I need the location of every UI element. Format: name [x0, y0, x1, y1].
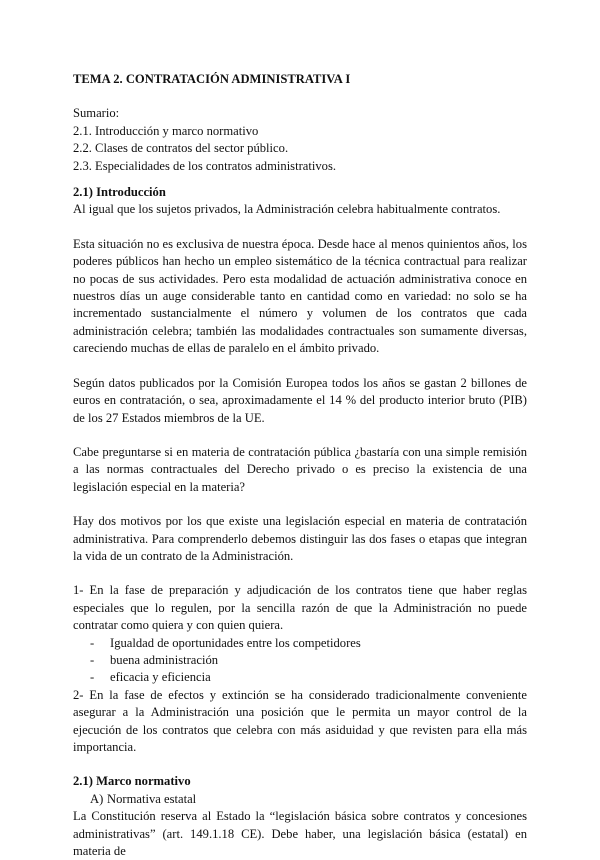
bullet-dash: -: [90, 635, 95, 650]
bullet-text: Igualdad de oportunidades entre los competidores: [110, 635, 361, 650]
paragraph: Esta situación no es exclusiva de nuestra época. Desde hace al menos quinientos años, los poderes públicos han hecho un empleo sistemático de la técnica contractual para realizar no pocas de sus actividades. Pero esta modalidad de actuación administrativa conoce en nuestros días un auge considerable tanto en cantidad como en variedad: no solo se ha incrementado sustancialmente el número y volumen de los contratos que cada administración celebra; también las modalidades contractuales son sumamente diversas, careciendo muchas de ellas de paralelo en el ámbito privado.: [73, 236, 527, 356]
summary-item: 2.3. Especialidades de los contratos administrativos.: [73, 158, 337, 173]
bullet-text: eficacia y eficiencia: [110, 670, 211, 685]
list-item: [73, 669, 527, 686]
paragraph: Al igual que los sujetos privados, la Administración celebra habitualmente contratos.: [73, 202, 501, 217]
bullet-text: buena administración: [110, 652, 219, 667]
subsection-letter: A): [90, 791, 104, 806]
list-item: [73, 635, 527, 652]
section-heading-marco-normativo: 2.1) Marco normativo: [73, 774, 191, 789]
subsection-title: Normativa estatal: [107, 791, 197, 806]
numbered-point-one: 1- En la fase de preparación y adjudicación de los contratos tiene que haber reglas especiales que lo regulen, por la sencilla razón de que la Administración no puede contratar como quiera y con quien quiera.: [73, 583, 527, 633]
list-item: [73, 652, 527, 669]
summary-label: Sumario:: [73, 106, 120, 121]
numbered-point-two: 2- En la fase de efectos y extinción se ha considerado tradicionalmente conveniente asegurar a la Administración una posición que le permita un mayor control de la ejecución de los contratos que celebra con más asiduidad y que revisten para ella más importancia.: [73, 687, 527, 754]
bullet-dash: -: [90, 670, 95, 685]
paragraph: La Constitución reserva al Estado la “legislación básica sobre contratos y concesiones administrativas” (art. 149.1.18 CE). Debe haber, una legislación básica (estatal) en materia de: [73, 809, 527, 859]
subsection-heading: [73, 791, 527, 808]
paragraph: Según datos publicados por la Comisión Europea todos los años se gastan 2 billones de euros en contratación, o sea, aproximadamente el 14 % del producto interior bruto (PIB) de los 27 Estados miembros de la UE.: [73, 375, 527, 425]
document-title: TEMA 2. CONTRATACIÓN ADMINISTRATIVA I: [73, 72, 351, 86]
document-content: [73, 71, 527, 860]
section-heading-introduccion: 2.1) Introducción: [73, 185, 166, 200]
paragraph: Hay dos motivos por los que existe una legislación especial en materia de contratación administrativa. Para comprenderlo debemos distinguir las dos fases o etapas que integran la vida de un contrato de la Administración.: [73, 514, 527, 563]
bullet-dash: -: [90, 652, 95, 667]
summary-item: 2.1. Introducción y marco normativo: [73, 123, 259, 138]
summary-item: 2.2. Clases de contratos del sector público.: [73, 141, 289, 156]
bullet-list: [73, 635, 527, 687]
paragraph: Cabe preguntarse si en materia de contratación pública ¿bastaría con una simple remisión a las normas contractuales del Derecho privado o es preciso la existencia de una legislación especial en la materia?: [73, 444, 527, 494]
